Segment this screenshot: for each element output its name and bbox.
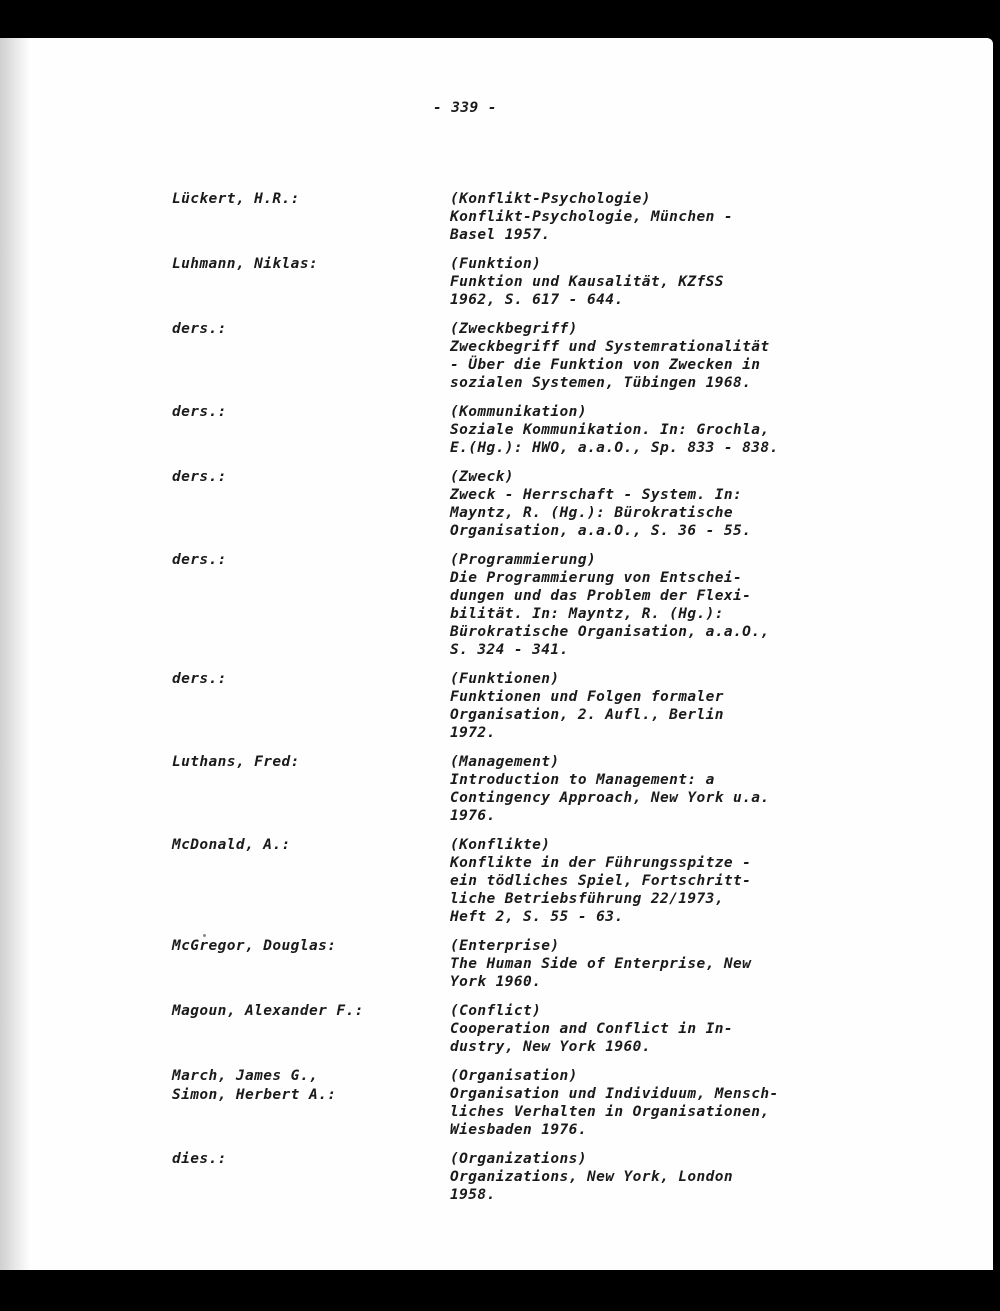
entry-line: Soziale Kommunikation. In: Grochla,	[450, 422, 770, 438]
entry-line: Zweckbegriff und Systemrationalität	[450, 339, 770, 355]
entry-reference	[450, 836, 830, 926]
bibliography-entry	[172, 1002, 832, 1056]
entry-short-title: (Kommunikation)	[450, 404, 587, 420]
entry-line: Bürokratische Organisation, a.a.O.,	[450, 624, 770, 640]
entry-reference	[450, 937, 830, 991]
entry-line: sozialen Systemen, Tübingen 1968.	[450, 375, 752, 391]
entry-line: liches Verhalten in Organisationen,	[450, 1104, 770, 1120]
entry-author: McDonald, A.:	[172, 837, 291, 853]
entry-line: Heft 2, S. 55 - 63.	[450, 909, 624, 925]
entry-line: dungen und das Problem der Flexi-	[450, 588, 752, 604]
bibliography-entry	[172, 320, 832, 392]
entry-author: ders.:	[172, 404, 227, 420]
page-gutter-shadow	[0, 38, 30, 1270]
entry-short-title: (Zweckbegriff)	[450, 321, 578, 337]
entry-short-title: (Zweck)	[450, 469, 514, 485]
entry-reference	[450, 255, 830, 309]
bibliography-entry	[172, 1067, 832, 1139]
entry-reference	[450, 190, 830, 244]
bibliography-entry	[172, 753, 832, 825]
entry-line: 1962, S. 617 - 644.	[450, 292, 624, 308]
entry-line: Organisation und Individuum, Mensch-	[450, 1086, 779, 1102]
entry-line: Cooperation and Conflict in In-	[450, 1021, 734, 1037]
entry-line: 1958.	[450, 1187, 496, 1203]
entry-line: 1976.	[450, 808, 496, 824]
entry-short-title: (Conflict)	[450, 1003, 542, 1019]
entry-line: bilität. In: Mayntz, R. (Hg.):	[450, 606, 724, 622]
entry-author: ders.:	[172, 552, 227, 568]
entry-short-title: (Funktionen)	[450, 671, 560, 687]
entry-author: March, James G., Simon, Herbert A.:	[172, 1068, 337, 1103]
entry-reference	[450, 551, 830, 659]
entry-short-title: (Programmierung)	[450, 552, 597, 568]
entry-line: The Human Side of Enterprise, New	[450, 956, 752, 972]
entry-line: liche Betriebsführung 22/1973,	[450, 891, 724, 907]
entry-short-title: (Funktion)	[450, 256, 542, 272]
entry-line: Konflikte in der Führungsspitze -	[450, 855, 752, 871]
entry-line: Organisation, a.a.O., S. 36 - 55.	[450, 523, 752, 539]
bibliography-entry	[172, 468, 832, 540]
entry-line: S. 324 - 341.	[450, 642, 569, 658]
entry-line: Konflikt-Psychologie, München -	[450, 209, 734, 225]
entry-reference	[450, 468, 830, 540]
page-number: - 339 -	[433, 100, 497, 116]
entry-line: York 1960.	[450, 974, 542, 990]
entry-line: Zweck - Herrschaft - System. In:	[450, 487, 743, 503]
entry-author: Lückert, H.R.:	[172, 191, 300, 207]
bibliography-entry	[172, 836, 832, 926]
entry-short-title: (Management)	[450, 754, 560, 770]
entry-line: ein tödliches Spiel, Fortschritt-	[450, 873, 752, 889]
entry-author: Luthans, Fred:	[172, 754, 300, 770]
entry-line: Funktion und Kausalität, KZfSS	[450, 274, 724, 290]
entry-author: ders.:	[172, 671, 227, 687]
entry-reference	[450, 403, 830, 457]
entry-reference	[450, 1002, 830, 1056]
entry-short-title: (Konflikte)	[450, 837, 551, 853]
entry-short-title: (Enterprise)	[450, 938, 560, 954]
entry-author: Magoun, Alexander F.:	[172, 1003, 364, 1019]
entry-author: ders.:	[172, 321, 227, 337]
bibliography-entry	[172, 255, 832, 309]
entry-line: - Über die Funktion von Zwecken in	[450, 357, 761, 373]
entry-line: Basel 1957.	[450, 227, 551, 243]
entry-line: Wiesbaden 1976.	[450, 1122, 587, 1138]
entry-line: 1972.	[450, 725, 496, 741]
bibliography-entry	[172, 670, 832, 742]
bibliography-list	[172, 190, 832, 1215]
entry-line: Organisation, 2. Aufl., Berlin	[450, 707, 724, 723]
entry-line: Organizations, New York, London	[450, 1169, 734, 1185]
entry-reference	[450, 1067, 830, 1139]
entry-line: Introduction to Management: a	[450, 772, 715, 788]
entry-line: E.(Hg.): HWO, a.a.O., Sp. 833 - 838.	[450, 440, 779, 456]
bibliography-entry	[172, 551, 832, 659]
entry-line: Contingency Approach, New York u.a.	[450, 790, 770, 806]
bibliography-entry	[172, 190, 832, 244]
bibliography-entry	[172, 403, 832, 457]
entry-short-title: (Konflikt-Psychologie)	[450, 191, 651, 207]
entry-line: dustry, New York 1960.	[450, 1039, 651, 1055]
entry-reference	[450, 1150, 830, 1204]
entry-line: Funktionen und Folgen formaler	[450, 689, 724, 705]
entry-reference	[450, 670, 830, 742]
entry-author: ders.:	[172, 469, 227, 485]
entry-line: Mayntz, R. (Hg.): Bürokratische	[450, 505, 734, 521]
entry-reference	[450, 753, 830, 825]
entry-author: dies.:	[172, 1151, 227, 1167]
entry-short-title: (Organisation)	[450, 1068, 578, 1084]
entry-author: Luhmann, Niklas:	[172, 256, 319, 272]
entry-line: Die Programmierung von Entschei-	[450, 570, 743, 586]
entry-author: McGregor, Douglas:	[172, 938, 337, 954]
bibliography-entry	[172, 937, 832, 991]
entry-reference	[450, 320, 830, 392]
entry-short-title: (Organizations)	[450, 1151, 587, 1167]
bibliography-entry	[172, 1150, 832, 1204]
